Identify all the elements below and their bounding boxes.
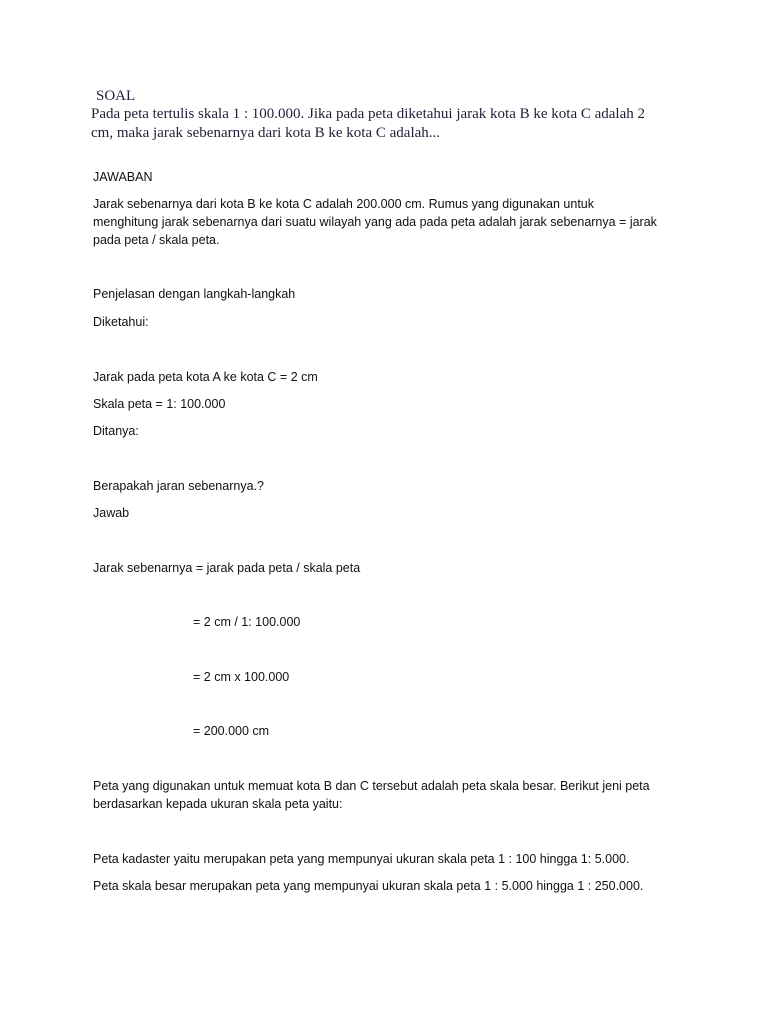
jawaban-heading: JAWABAN [93,170,153,184]
formula-line: Jarak sebenarnya = jarak pada peta / skala peta [93,561,361,575]
question-text-line-1: Pada peta tertulis skala 1 : 100.000. Jika pada peta diketahui jarak kota B ke kota C adalah 2 [91,106,646,122]
explanation-heading: Penjelasan dengan langkah-langkah [93,287,296,301]
calculation-step-1: = 2 cm / 1: 100.000 [193,615,301,629]
answer-label: Jawab [93,506,130,520]
asked-label: Ditanya: [93,424,139,438]
answer-paragraph-line-2: menghitung jarak sebenarnya dari suatu wilayah yang ada pada peta adalah jarak sebenarnya = jarak [93,215,657,229]
asked-question: Berapakah jaran sebenarnya.? [93,479,264,493]
map-type-cadastral: Peta kadaster yaitu merupakan peta yang mempunyai ukuran skala peta 1 : 100 hingga 1: 5.000. [93,852,630,866]
map-type-paragraph-line-2: berdasarkan kepada ukuran skala peta yaitu: [93,797,343,811]
known-scale: Skala peta = 1: 100.000 [93,397,226,411]
map-type-paragraph-line-1: Peta yang digunakan untuk memuat kota B dan C tersebut adalah peta skala besar. Berikut jeni peta [93,779,650,793]
question-text-line-2: cm, maka jarak sebenarnya dari kota B ke kota C adalah... [91,125,441,141]
known-label: Diketahui: [93,315,149,329]
calculation-result: = 200.000 cm [193,724,270,738]
answer-paragraph-line-1: Jarak sebenarnya dari kota B ke kota C adalah 200.000 cm. Rumus yang digunakan untuk [93,197,595,211]
answer-paragraph-line-3: pada peta / skala peta. [93,233,220,247]
map-type-large-scale: Peta skala besar merupakan peta yang mempunyai ukuran skala peta 1 : 5.000 hingga 1 : 250.000. [93,879,644,893]
calculation-step-2: = 2 cm x 100.000 [193,670,290,684]
known-distance: Jarak pada peta kota A ke kota C = 2 cm [93,370,318,384]
soal-heading: SOAL [96,88,136,104]
